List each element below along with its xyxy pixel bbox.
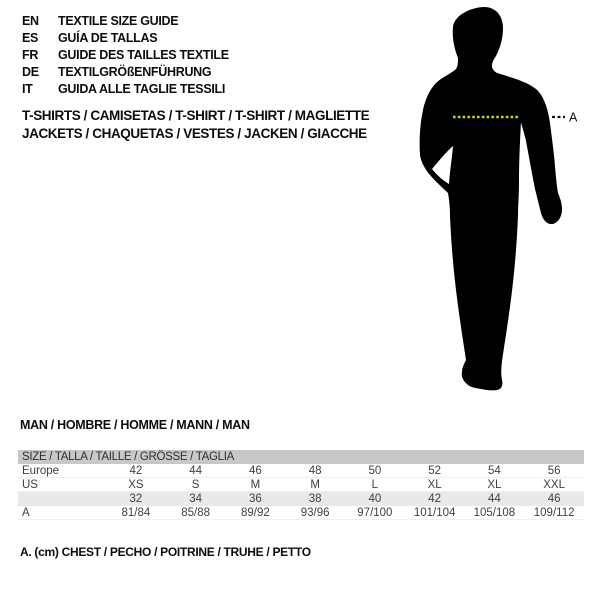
size-value: 42 <box>129 465 143 477</box>
size-value: 50 <box>368 465 382 477</box>
size-value: 85/88 <box>181 507 211 519</box>
lang-code: ES <box>22 31 39 45</box>
product-line-tshirts: T-SHIRTS / CAMISETAS / T-SHIRT / T-SHIRT / MAGLIETTE <box>22 108 370 123</box>
size-value: 32 <box>129 493 143 505</box>
row-label <box>18 492 106 506</box>
size-value: 89/92 <box>240 507 270 519</box>
table-row-us <box>18 478 584 492</box>
lang-label: GUIDE DES TAILLES TEXTILE <box>58 48 229 62</box>
table-row-numeric <box>18 492 584 506</box>
language-list <box>22 13 229 98</box>
size-value: XL <box>487 479 502 491</box>
size-value: 46 <box>248 465 262 477</box>
size-value: 109/112 <box>533 507 575 519</box>
size-value: 52 <box>428 465 442 477</box>
section-title-man: MAN / HOMBRE / HOMME / MANN / MAN <box>20 418 250 432</box>
size-value: M <box>310 479 320 491</box>
lang-code: EN <box>22 14 39 28</box>
measurement-footnote: A. (cm) CHEST / PECHO / POITRINE / TRUHE / PETTO <box>20 545 311 559</box>
size-value: 105/108 <box>473 507 516 519</box>
lang-label: GUÍA DE TALLAS <box>58 31 158 45</box>
row-label: US <box>22 479 38 491</box>
lang-label: TEXTILE SIZE GUIDE <box>58 14 179 28</box>
size-value: 42 <box>428 493 442 505</box>
lang-row-es <box>22 30 229 47</box>
size-table <box>18 450 584 520</box>
row-label: A <box>22 507 30 519</box>
size-value: XS <box>128 479 144 491</box>
size-value: L <box>371 479 379 491</box>
lang-code: FR <box>22 48 39 62</box>
lang-row-de <box>22 64 229 81</box>
size-value: 101/104 <box>413 507 456 519</box>
size-value: 93/96 <box>300 507 330 519</box>
size-value: M <box>250 479 261 491</box>
size-value: XL <box>427 479 442 491</box>
size-table-header: SIZE / TALLA / TAILLE / GRÖSSE / TAGLIA <box>18 450 584 464</box>
man-silhouette <box>420 7 562 390</box>
size-value: 40 <box>368 493 382 505</box>
man-silhouette-svg <box>390 0 600 420</box>
size-value: 34 <box>189 493 203 505</box>
size-value: XXL <box>543 479 565 491</box>
lang-row-it <box>22 81 229 98</box>
size-value: 48 <box>308 465 322 477</box>
man-silhouette-figure <box>390 0 600 420</box>
lang-code: DE <box>22 65 39 79</box>
size-value: 44 <box>487 493 501 505</box>
lang-row-fr <box>22 47 229 64</box>
row-label: Europe <box>22 465 60 477</box>
size-value: 38 <box>308 493 322 505</box>
table-row-europe <box>18 464 584 478</box>
size-value: 46 <box>547 493 561 505</box>
lang-label: TEXTILGRÖßENFÜHRUNG <box>58 65 212 79</box>
size-value: 54 <box>487 465 501 477</box>
table-row-chest-a <box>18 506 584 520</box>
chest-measure-label: A <box>569 110 578 125</box>
lang-code: IT <box>22 82 33 96</box>
size-value: 44 <box>189 465 203 477</box>
size-value: 56 <box>547 465 561 477</box>
lang-row-en <box>22 13 229 30</box>
size-value: 81/84 <box>121 507 151 519</box>
size-value: 36 <box>248 493 262 505</box>
lang-label: GUIDA ALLE TAGLIE TESSILI <box>58 82 226 96</box>
size-value: 97/100 <box>357 507 393 519</box>
product-line-jackets: JACKETS / CHAQUETAS / VESTES / JACKEN / GIACCHE <box>22 126 367 141</box>
size-value: S <box>191 479 200 491</box>
product-category-lines <box>22 107 369 143</box>
